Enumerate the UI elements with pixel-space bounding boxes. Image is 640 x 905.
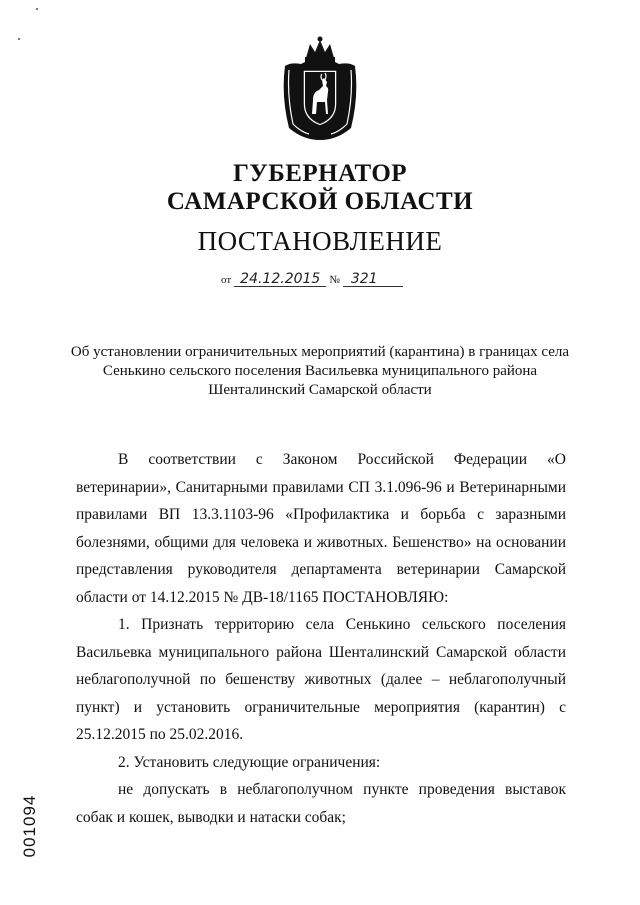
number-label: № [329,274,340,286]
from-label: от [221,274,232,286]
samara-coat-of-arms-icon [279,36,361,144]
preamble-paragraph: В соответствии с Законом Российской Федерации «О ветеринарии», Санитарными правилами СП 3.1.096-96 и Ветеринарными правилами ВП 13.3.1103-96 «Профилактика и борьба с заразными болезнями, общими для человека и животных. Бешенство» на основании представления руководителя департамента ветеринарии Самарской области от 14.12.2015 № ДВ-18/1165 ПОСТАНОВЛЯЮ: [76,451,566,606]
document-type: ПОСТАНОВЛЕНИЕ [197,226,443,256]
issuer-title-line2: САМАРСКОЙ ОБЛАСТИ [166,188,474,215]
issuer-title-line1: ГУБЕРНАТОР [232,160,408,187]
scan-speck [36,8,38,10]
scan-speck [18,38,20,40]
document-subject: Об установлении ограничительных мероприятий (карантина) в границах села Сенькино сельского поселения Васильевка муниципального района Шенталинский Самарской области [70,344,570,398]
clause-2-paragraph: 2. Установить следующие ограничения: [118,753,381,771]
document-body [76,446,566,831]
document-date: 24.12.2015 [234,272,326,287]
document-number-line [218,272,403,287]
document-number: 321 [343,272,403,287]
clause-1-paragraph: 1. Признать территорию села Сенькино сельского поселения Васильевка муниципального района Шенталинский Самарской области неблагополучной по бешенству животных (далее – неблагополучный пункт) и установить ограничительные мероприятия (карантин) с 25.12.2015 по 25.02.2016. [76,616,566,743]
restriction-paragraph: не допускать в неблагополучном пункте проведения выставок собак и кошек, выводки и натаски собак; [76,781,566,826]
archive-stamp [18,786,42,866]
archive-stamp-number: 001094 [20,794,39,858]
